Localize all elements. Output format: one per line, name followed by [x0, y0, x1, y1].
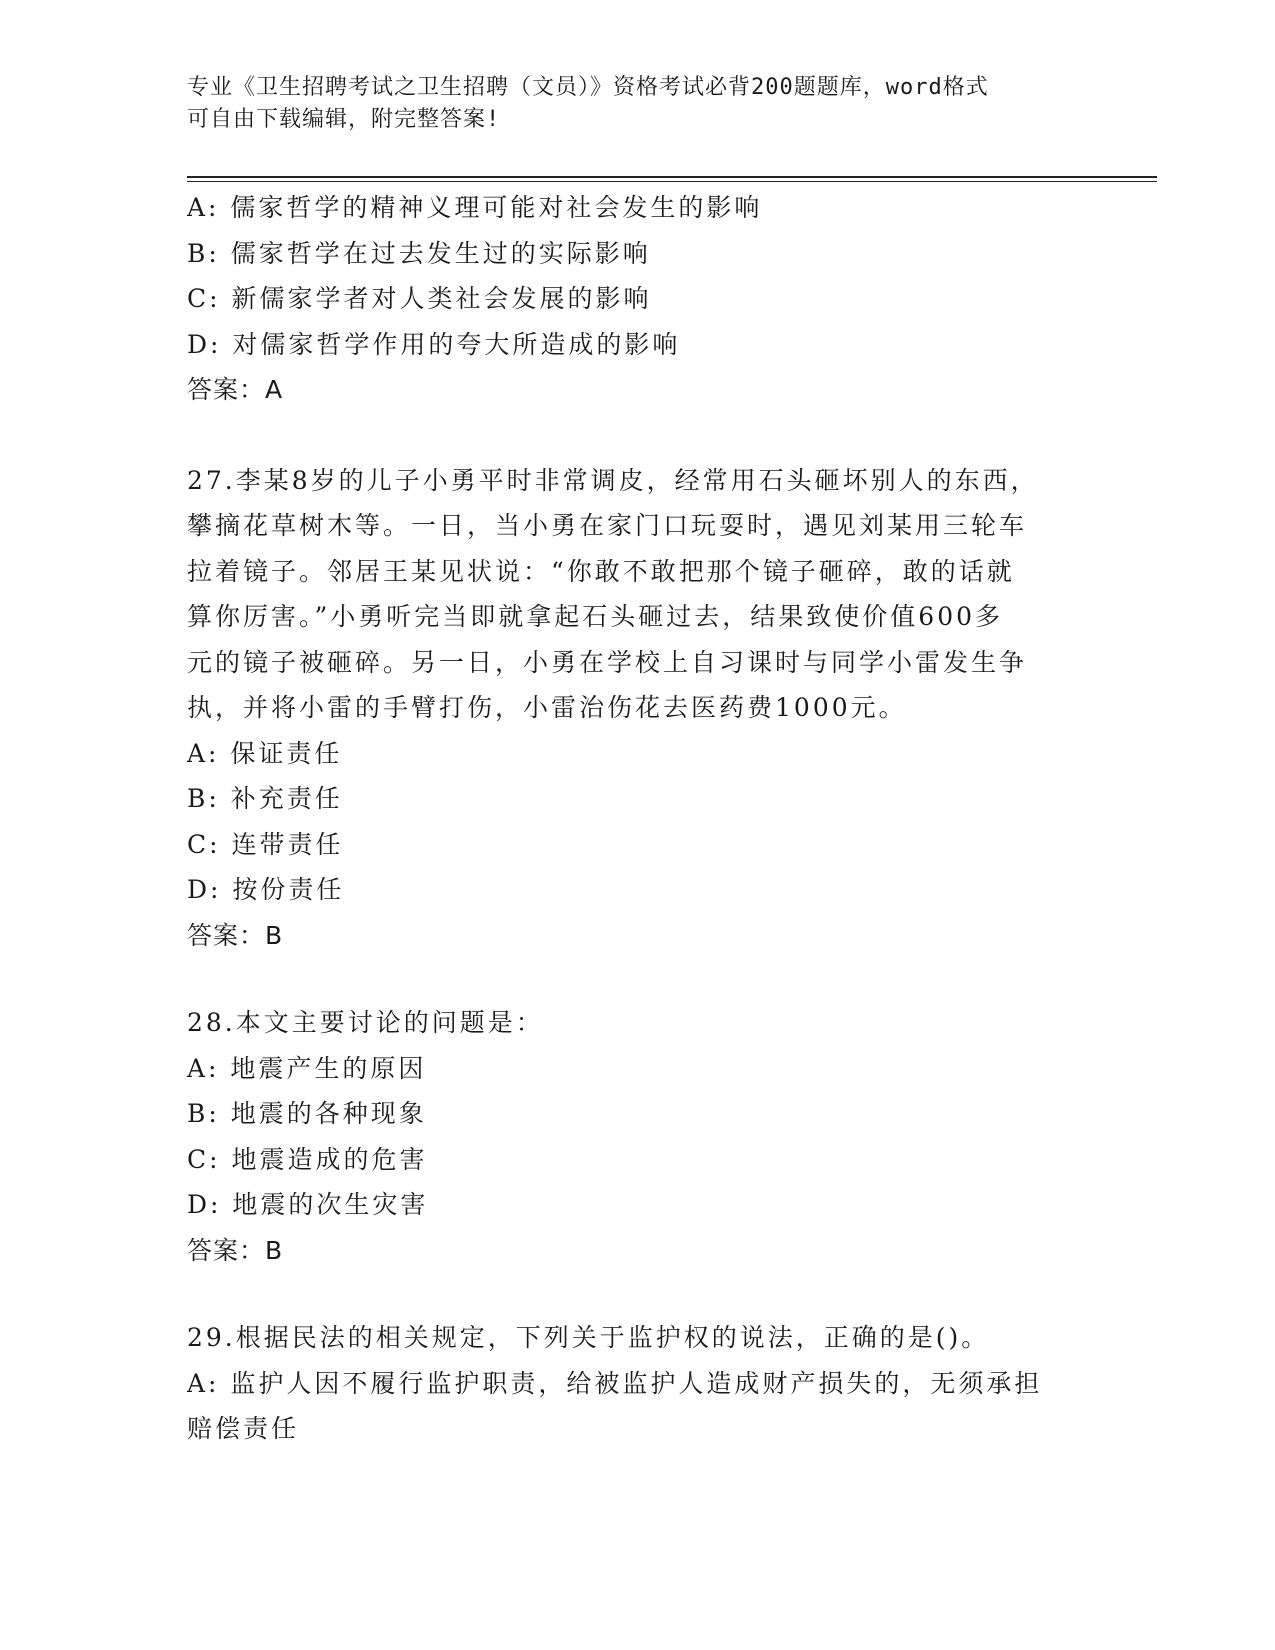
header-title-line-1: 专业《卫生招聘考试之卫生招聘（文员）》资格考试必背200题题库，word格式 [187, 75, 989, 100]
question-stem: 28.本文主要讨论的问题是： [187, 1008, 544, 1037]
header-divider-thick [187, 176, 1157, 178]
option-c: C: 地震造成的危害 [187, 1144, 428, 1174]
question-stem-line: 算你厉害。”小勇听完当即就拿起石头砸过去，结果致使价值600多 [187, 602, 1004, 631]
header-title-line-2: 可自由下载编辑，附完整答案! [187, 107, 501, 132]
question-stem-line: 执，并将小雷的手臂打伤，小雷治伤花去医药费1000元。 [187, 693, 907, 722]
option-a-continued: 赔偿责任 [187, 1414, 300, 1443]
question-29 [187, 1315, 1087, 1452]
question-list [187, 185, 1087, 1452]
spacer [187, 413, 1087, 458]
question-28 [187, 1000, 1087, 1273]
answer-text: 答案：B [187, 920, 284, 950]
option-a: A: 保证责任 [187, 738, 343, 768]
option-c: C: 连带责任 [187, 829, 344, 859]
option-a: A: 儒家哲学的精神义理可能对社会发生的影响 [187, 193, 763, 222]
question-stem-line: 拉着镜子。邻居王某见状说：“你敢不敢把那个镜子砸碎，敢的话就 [187, 556, 1015, 586]
option-b: B: 补充责任 [187, 784, 343, 813]
question-stem-line: 27.李某8岁的儿子小勇平时非常调皮，经常用石头砸坏别人的东西， [187, 465, 1039, 495]
question-stem-line: 元的镜子被砸碎。另一日，小勇在学校上自习课时与同学小雷发生争 [187, 647, 1028, 677]
header-divider-thin [187, 181, 1157, 182]
question-stem-line: 攀摘花草树木等。一日，当小勇在家门口玩耍时，遇见刘某用三轮车 [187, 511, 1028, 540]
option-d: D: 对儒家哲学作用的夸大所造成的影响 [187, 329, 681, 359]
option-a: A: 监护人因不履行监护职责，给被监护人造成财产损失的，无须承担 [187, 1368, 1043, 1398]
option-c: C: 新儒家学者对人类社会发展的影响 [187, 284, 652, 313]
question-stem: 29.根据民法的相关规定，下列关于监护权的说法，正确的是()。 [187, 1323, 990, 1352]
answer-text: 答案：B [187, 1235, 284, 1265]
spacer [187, 958, 1087, 1000]
answer-text: 答案：A [187, 375, 284, 404]
option-d: D: 地震的次生灾害 [187, 1190, 429, 1219]
option-d: D: 按份责任 [187, 875, 345, 904]
question-27 [187, 458, 1087, 959]
option-a: A: 地震产生的原因 [187, 1053, 427, 1083]
question-26 [187, 185, 1087, 413]
option-b: B: 儒家哲学在过去发生过的实际影响 [187, 238, 651, 268]
document-header [187, 72, 1087, 136]
option-b: B: 地震的各种现象 [187, 1099, 427, 1128]
spacer [187, 1273, 1087, 1315]
